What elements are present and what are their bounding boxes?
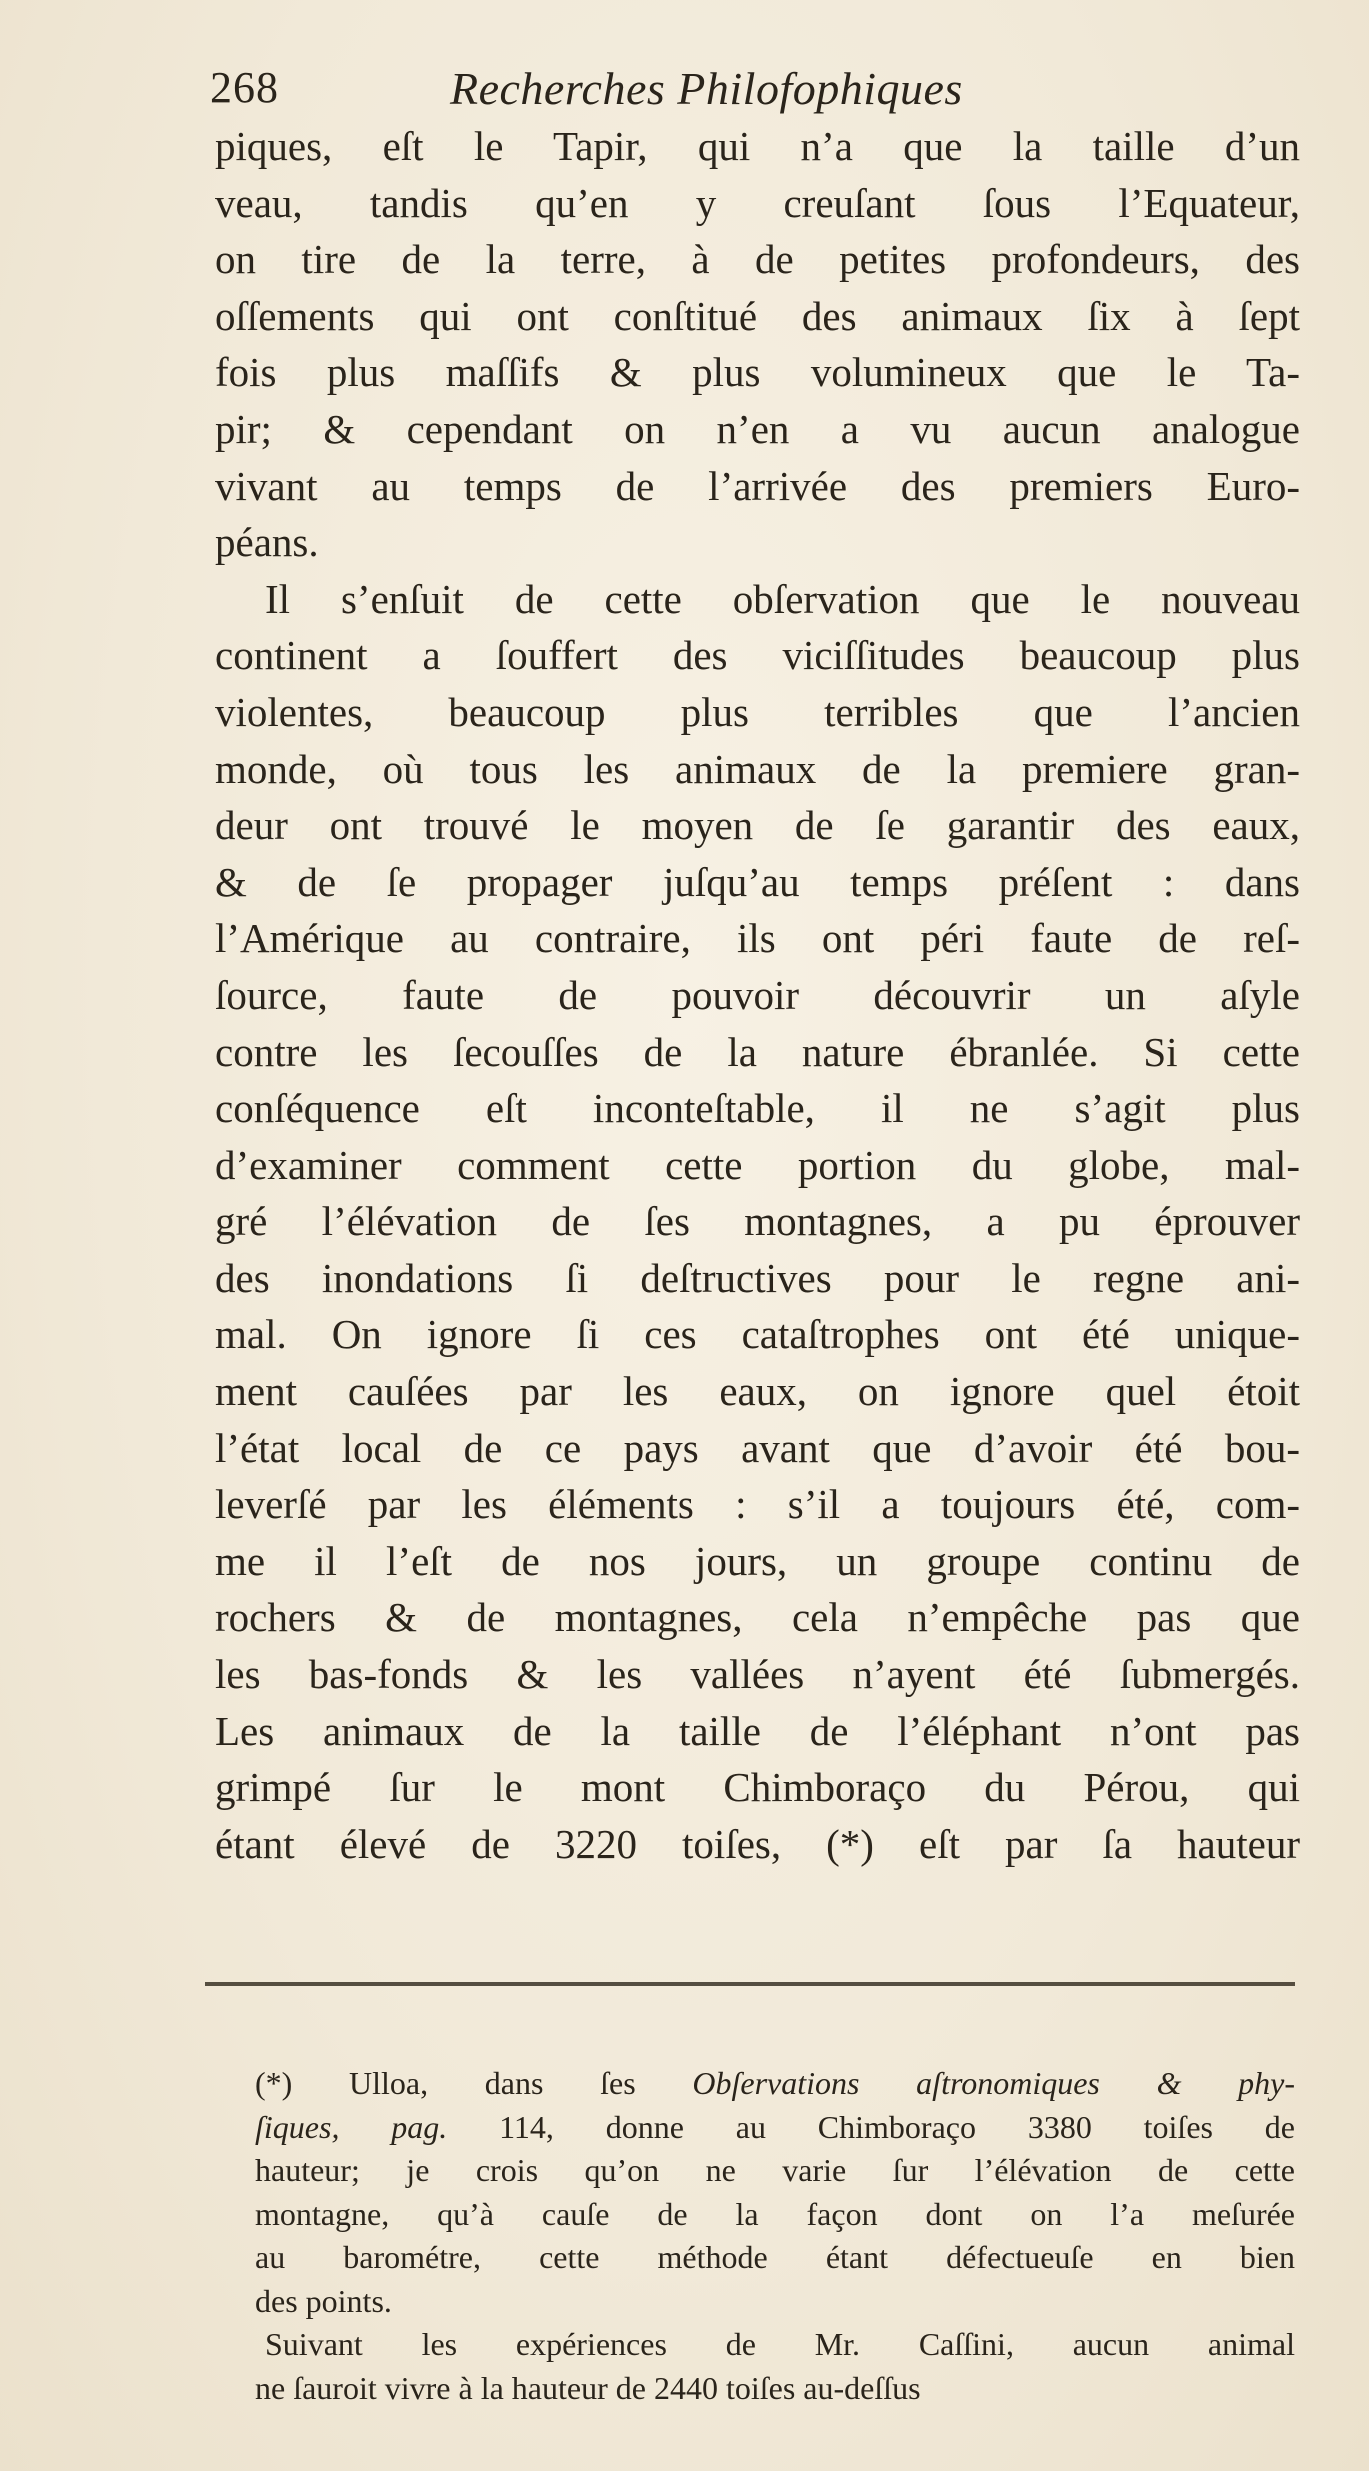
text-line: péans. bbox=[215, 519, 319, 566]
text-line: me il l’eſt de nos jours, un groupe continu de bbox=[215, 1537, 1300, 1584]
text-line: contre les ſecouſſes de la nature ébranlée. Si cette bbox=[215, 1028, 1300, 1075]
footnote-line: des points. bbox=[255, 2282, 392, 2319]
text-line: d’examiner comment cette portion du globe, mal- bbox=[215, 1141, 1300, 1188]
text-line: rochers & de montagnes, cela n’empêche pas que bbox=[215, 1594, 1300, 1641]
text-line: violentes, beaucoup plus terribles que l’ancien bbox=[215, 688, 1300, 735]
footnote-text: 114, donne au Chimboraço 3380 toiſes de bbox=[447, 2108, 1295, 2145]
footnote bbox=[255, 2062, 1295, 2410]
footnote-line: montagne, qu’à cauſe de la façon dont on l’a meſurée bbox=[255, 2195, 1295, 2232]
text-line: fois plus maſſifs & plus volumineux que le Ta- bbox=[215, 349, 1300, 396]
text-line: & de ſe propager juſqu’au temps préſent : dans bbox=[215, 858, 1300, 905]
text-line: des inondations ſi deſtructives pour le regne ani- bbox=[215, 1254, 1300, 1301]
text-line: vivant au temps de l’arrivée des premiers Euro- bbox=[215, 462, 1300, 509]
text-line: gré l’élévation de ſes montagnes, a pu éprouver bbox=[215, 1198, 1300, 1245]
footnote-line: ne ſauroit vivre à la hauteur de 2440 toiſes au-deſſus bbox=[255, 2369, 921, 2406]
footnote-line: hauteur; je crois qu’on ne varie ſur l’élévation de cette bbox=[255, 2152, 1295, 2188]
footnote-line: au barométre, cette méthode étant défectueuſe en bien bbox=[255, 2239, 1295, 2275]
footnote-divider bbox=[205, 1982, 1295, 1986]
text-line: oſſements qui ont conſtitué des animaux ſix à ſept bbox=[215, 292, 1300, 339]
text-line: Les animaux de la taille de l’éléphant n’ont pas bbox=[215, 1707, 1300, 1754]
footnote-line bbox=[255, 2106, 1295, 2150]
text-line: mal. On ignore ſi ces cataſtrophes ont été unique- bbox=[215, 1311, 1300, 1358]
text-line: pir; & cependant on n’en a vu aucun analogue bbox=[215, 405, 1300, 452]
text-line: leverſé par les éléments : s’il a toujours été, com- bbox=[215, 1481, 1300, 1528]
text-line: continent a ſouffert des viciſſitudes beaucoup plus bbox=[215, 632, 1300, 679]
text-line: deur ont trouvé le moyen de ſe garantir des eaux, bbox=[215, 802, 1300, 849]
text-line: monde, où tous les animaux de la premiere gran- bbox=[215, 745, 1300, 792]
text-line: piques, eſt le Tapir, qui n’a que la taille d’un bbox=[215, 123, 1300, 169]
footnote-citation-title: ſiques, pag. bbox=[255, 2108, 448, 2145]
text-line: veau, tandis qu’en y creuſant ſous l’Equateur, bbox=[215, 179, 1300, 226]
footnote-text: (*) Ulloa, dans ſes bbox=[255, 2065, 693, 2101]
text-line: conſéquence eſt inconteſtable, il ne s’agit plus bbox=[215, 1085, 1300, 1132]
paragraph-start-line: Il s’enſuit de cette obſervation que le nouveau bbox=[265, 575, 1300, 622]
body-text bbox=[215, 118, 1300, 1872]
text-line: grimpé ſur le mont Chimboraço du Pérou, qui bbox=[215, 1764, 1300, 1811]
text-line: étant élevé de 3220 toiſes, (*) eſt par ſa hauteur bbox=[215, 1820, 1300, 1867]
footnote-line: Suivant les expériences de Mr. Caſſini, aucun animal bbox=[265, 2326, 1295, 2362]
text-line: ſource, faute de pouvoir découvrir un aſyle bbox=[215, 971, 1300, 1018]
text-line: les bas-fonds & les vallées n’ayent été ſubmergés. bbox=[215, 1651, 1300, 1698]
text-line: ment cauſées par les eaux, on ignore quel étoit bbox=[215, 1368, 1300, 1415]
footnote-line bbox=[255, 2062, 1295, 2106]
text-line: l’état local de ce pays avant que d’avoir été bou- bbox=[215, 1424, 1300, 1471]
text-line: on tire de la terre, à de petites profondeurs, des bbox=[215, 236, 1300, 283]
page-number: 268 bbox=[210, 63, 279, 112]
text-line: l’Amérique au contraire, ils ont péri faute de reſ- bbox=[215, 915, 1300, 962]
running-title: Recherches Philofophiques bbox=[450, 63, 963, 114]
footnote-citation-title: Obſervations aſtronomiques & phy- bbox=[692, 2065, 1296, 2101]
